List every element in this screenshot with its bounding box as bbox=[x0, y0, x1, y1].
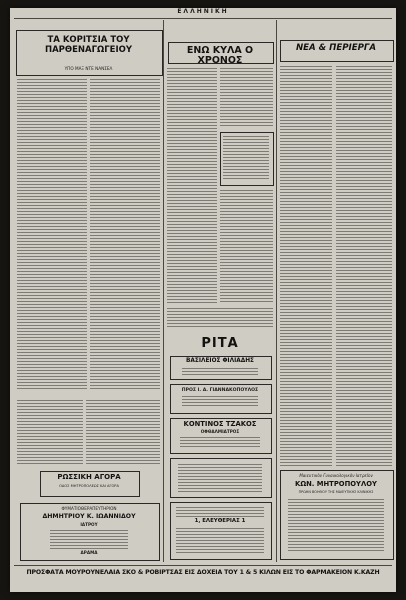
ad-eleftherias-address: 1, ΕΛΕΥΘΕΡΙΑΣ 1 bbox=[194, 518, 246, 524]
col2-story-footer bbox=[167, 308, 273, 328]
top-rule bbox=[14, 18, 392, 19]
ad-rossiki-title: ΡΩΣΣΙΚΗ ΑΓΟΡΑ bbox=[57, 473, 121, 481]
col2-headline: ΕΝΩ ΚΥΛΑ Ο ΧΡΟΝΟΣ bbox=[186, 45, 254, 66]
ad-tsakos-role: ΟΦΘΑΛΜΙΑΤΡΟΣ bbox=[200, 429, 240, 434]
ad-ioannidou-details bbox=[50, 530, 128, 550]
ad-filiadis-name: ΒΑΣΙΛΕΙΟΣ ΦΙΛΙΑΔΗΣ bbox=[185, 358, 255, 364]
ad-giannakopoulos-name: ΠΡΟΣ Ι. Α. ΓΙΑΝΝΑΚΟΠΟΥΛΟΣ bbox=[181, 388, 259, 393]
ad-script-text bbox=[178, 464, 262, 492]
col3-headline: ΝΕΑ & ΠΕΡΙΕΡΓΑ bbox=[295, 43, 377, 53]
col1-story-left bbox=[17, 79, 87, 389]
ad-eleftherias-top bbox=[176, 507, 264, 517]
masthead: ΕΛΛΗΝΙΚΗ bbox=[177, 8, 229, 15]
ad-mitropoulou-top: Μαιευτικὸν Γυναικολογικὸν Ιατρεῖον bbox=[299, 473, 373, 478]
ad-ioannidou-city: ΔΡΑΜΑ bbox=[80, 550, 98, 555]
col3-news-right bbox=[336, 66, 392, 466]
col3-news-left bbox=[280, 66, 332, 466]
ad-rita-title: ΡΙΤΑ bbox=[201, 336, 239, 351]
column-rule-2 bbox=[276, 20, 277, 562]
footer-banner: ΠΡΟΣΦΑΤΑ ΜΟΥΡΟΥΝΕΛΑΙΑ ΣΚΟ & ΡΟΒΙΡΤΣΑΣ ΕΙΣ ΔΟΧΕΙΑ ΤΟΥ 1 & 5 ΚΙΛΩΝ ΕΙΣ ΤΟ ΦΑΡΜΑΚΕΙΟΝ Κ.ΚΑΖΗ bbox=[26, 569, 380, 576]
ad-filiadis-details bbox=[182, 368, 258, 376]
footer-rule bbox=[14, 565, 392, 566]
ad-tsakos-name: ΚΟΝΤΙΝΟΣ ΤΖΑΚΟΣ bbox=[183, 420, 257, 428]
ad-mitropoulou-details bbox=[288, 499, 384, 553]
ad-ioannidou-top: ΦΥΜΑΤΙΟΘΕΡΑΠΕΥΤΗΡΙΟΝ bbox=[61, 506, 117, 511]
ad-ioannidou-name: ΔΗΜΗΤΡΙΟΥ Κ. ΙΩΑΝΝΙΔΟΥ bbox=[42, 513, 136, 520]
col2-story-left bbox=[167, 68, 217, 304]
col2-story-right-bottom bbox=[220, 190, 273, 304]
col1-byline: ΥΠΟ ΜΑΞ ΝΤΕ ΝΑΝΣΕΛ bbox=[64, 66, 113, 71]
col1-headline: ΤΑ ΚΟΡΙΤΣΙΑ ΤΟΥ ΠΑΡΘΕΝΑΓΩΓΕΙΟΥ bbox=[44, 35, 133, 55]
ad-mitropoulou-name: ΚΩΝ. ΜΗΤΡΟΠΟΥΛΟΥ bbox=[295, 480, 377, 488]
col1-news-left bbox=[17, 400, 83, 466]
col1-story-right bbox=[90, 79, 160, 389]
ad-giannakopoulos-details bbox=[182, 396, 258, 408]
col2-story-right-top bbox=[220, 68, 273, 126]
ad-ioannidou-role: ΙΑΤΡΟΥ bbox=[80, 522, 98, 527]
col2-notice-text bbox=[223, 136, 269, 181]
col1-news-right bbox=[86, 400, 160, 466]
ad-mitropoulou-sub: ΠΡΩΗΝ ΒΟΗΘΟΥ ΤΗΣ ΜΑΙΕΥΤΙΚΗΣ ΚΛΙΝΙΚΗΣ bbox=[298, 490, 374, 494]
ad-eleftherias-details bbox=[176, 528, 264, 554]
newspaper-page bbox=[10, 8, 396, 592]
column-rule-1 bbox=[163, 20, 164, 562]
ad-tsakos-details bbox=[180, 437, 260, 449]
ad-rossiki-subtitle: ΟΔΟΣ ΜΗΤΡΟΠΟΛΕΩΣ ΚΑΙ ΑΓΟΡΑ bbox=[59, 484, 119, 488]
